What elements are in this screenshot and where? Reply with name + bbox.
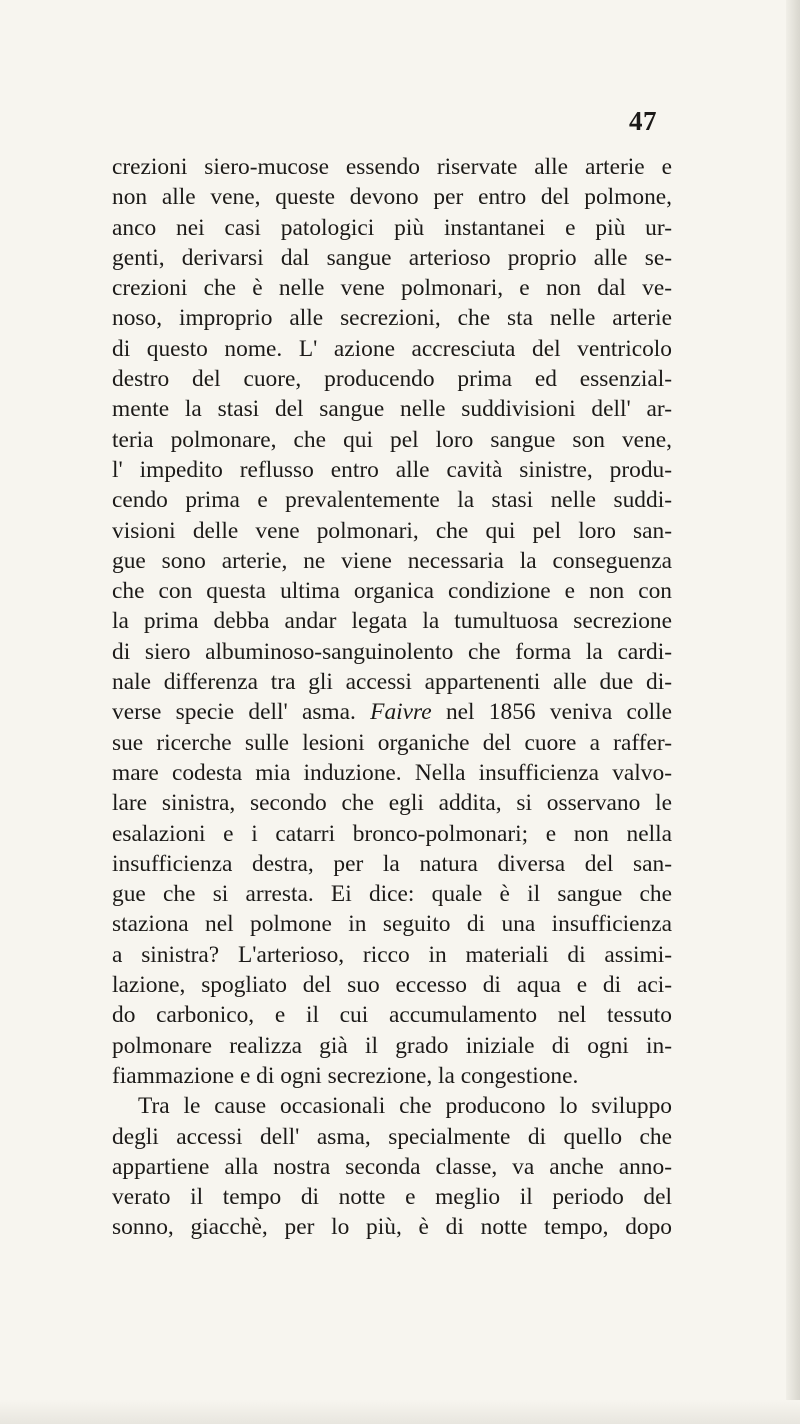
text-line: mare codesta mia induzione. Nella insufficienza valvo- [112,759,672,786]
text-line: fiammazione e di ogni secrezione, la congestione. [112,1062,579,1089]
text-line: di siero albuminoso-sanguinolento che forma la cardi- [112,638,672,665]
text-line: la prima debba andar legata la tumultuosa secrezione [112,608,672,635]
text-line: mente la stasi del sangue nelle suddivisioni dell' ar- [112,396,672,423]
text-line: lare sinistra, secondo che egli addita, si osservano le [112,790,672,817]
text-line: genti, derivarsi dal sangue arterioso proprio alle se- [112,244,672,271]
text-segment: nel 1856 veniva colle [445,699,672,726]
text-line: sue ricerche sulle lesioni organiche del cuore a raffer- [112,729,672,756]
text-line: teria polmonare, che qui pel loro sangue son vene, [112,426,672,453]
text-line: insufficienza destra, per la natura diversa del san- [112,850,672,877]
page-edge-right [786,0,800,1424]
text-line: lazione, spogliato del suo eccesso di aqua e di aci- [112,972,672,999]
body-text [112,152,672,1243]
text-line: degli accessi dell' asma, specialmente di quello che [112,1123,672,1150]
text-line: l' impedito reflusso entro alle cavità sinistre, produ- [112,456,672,483]
text-line: nale differenza tra gli accessi appartenenti alle due di- [112,669,672,696]
text-line: verato il tempo di notte e meglio il periodo del [112,1184,672,1211]
text-line: cendo prima e prevalentemente la stasi nelle suddi- [112,487,672,514]
text-line: anco nei casi patologici più instantanei e più ur- [112,214,672,241]
page-edge-bottom [0,1400,800,1424]
text-line: noso, improprio alle secrezioni, che sta nelle arterie [112,305,672,332]
text-line: polmonare realizza già il grado iniziale di ogni in- [112,1032,672,1059]
text-line: non alle vene, queste devono per entro del polmone, [112,184,672,211]
author-name: Faivre [370,699,432,726]
text-line: appartiene alla nostra seconda classe, va anche anno- [112,1153,672,1180]
text-line: Tra le cause occasionali che producono lo sviluppo [138,1093,672,1120]
text-line: di questo nome. L' azione accresciuta del ventricolo [112,335,672,362]
text-line: sonno, giacchè, per lo più, è di notte tempo, dopo [112,1214,672,1241]
text-line: crezioni che è nelle vene polmonari, e non dal ve- [112,275,672,302]
text-line: do carbonico, e il cui accumulamento nel tessuto [112,1002,672,1029]
text-line: visioni delle vene polmonari, che qui pel loro san- [112,517,672,544]
text-line-with-author [112,697,672,727]
text-line: destro del cuore, producendo prima ed essenzial- [112,366,672,393]
text-line: crezioni siero-mucose essendo riservate alle arterie e [112,154,672,180]
text-line: staziona nel polmone in seguito di una insufficienza [112,911,672,938]
page-number: 47 [629,106,657,136]
text-line: a sinistra? L'arterioso, ricco in materiali di assimi- [112,941,672,968]
text-line: che con questa ultima organica condizione e non con [112,578,672,605]
text-line: gue che si arresta. Ei dice: quale è il sangue che [112,881,672,908]
text-segment: verse specie dell' asma. [112,699,356,726]
text-line: gue sono arterie, ne viene necessaria la conseguenza [112,547,672,574]
text-line: esalazioni e i catarri bronco-polmonari; e non nella [112,820,672,847]
